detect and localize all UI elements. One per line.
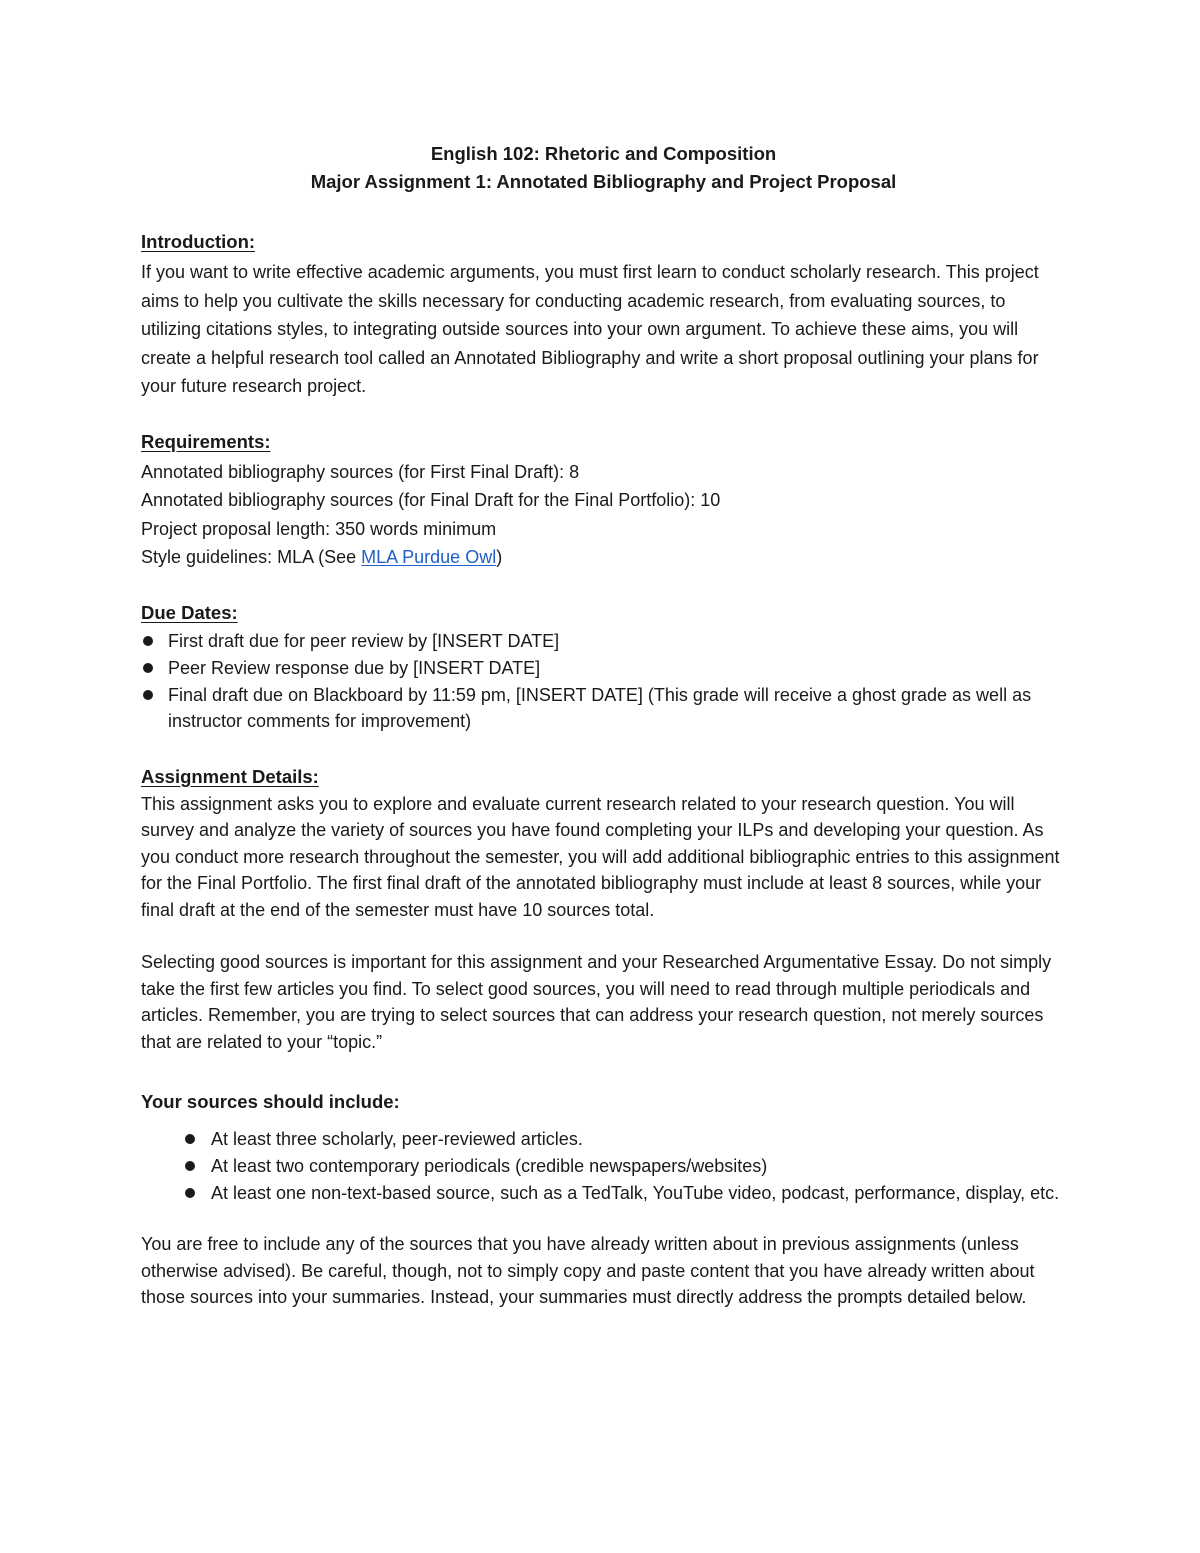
- document-title: [141, 140, 1066, 196]
- assignment-details-paragraph: This assignment asks you to explore and evaluate current research related to your research question. You will survey and analyze the variety of sources you have found completing your ILPs and developing your question. As you conduct more research throughout the semester, you will add additional bibliographic entries to this assignment for the Final Portfolio. The first final draft of the annotated bibliography must include at least 8 sources, while your final draft at the end of the semester must have 10 sources total.: [141, 793, 1060, 920]
- assignment-details-section: [141, 763, 1066, 1056]
- bullet-icon: [185, 1188, 195, 1198]
- due-dates-section: [141, 599, 1066, 734]
- list-item: At least two contemporary periodicals (credible newspapers/websites): [141, 1153, 1066, 1179]
- list-item: First draft due for peer review by [INSERT DATE]: [141, 628, 1066, 654]
- document-page: [141, 140, 1066, 1311]
- requirement-line: Project proposal length: 350 words minimum: [141, 518, 497, 539]
- due-dates-heading: Due Dates:: [141, 601, 238, 623]
- style-guidelines-prefix: Style guidelines: MLA (See: [141, 547, 362, 567]
- due-dates-list: [141, 628, 1066, 734]
- introduction-text: If you want to write effective academic arguments, you must first learn to conduct scholarly research. This project aims to help you cultivate the skills necessary for conducting academic research, from evaluating sources, to utilizing citations styles, to integrating outside sources into your own argument. To achieve these aims, you will create a helpful research tool called an Annotated Bibliography and write a short proposal outlining your plans for your future research project.: [141, 262, 1039, 396]
- introduction-heading: Introduction:: [141, 231, 256, 252]
- style-guidelines-suffix: ): [496, 547, 503, 567]
- requirements-section: [141, 428, 1066, 572]
- style-guidelines-line: [141, 543, 1066, 572]
- requirements-heading: Requirements:: [141, 430, 271, 452]
- list-item: Peer Review response due by [INSERT DATE]: [141, 655, 1066, 681]
- bullet-icon: [143, 636, 153, 646]
- bullet-icon: [185, 1134, 195, 1144]
- sources-list: [141, 1126, 1066, 1206]
- assignment-details-paragraph: Selecting good sources is important for this assignment and your Researched Argumentative Essay. Do not simply take the first few articles you find. To select good sources, you will need to read through multiple periodicals and articles. Remember, you are trying to select sources that can address your research question, not merely sources that are related to your “topic.”: [141, 952, 1052, 1052]
- sources-closing-paragraph: You are free to include any of the sources that you have already written about in previous assignments (unless otherwise advised). Be careful, though, not to simply copy and paste content that you have already written about those sources into your summaries. Instead, your summaries must directly address the prompts detailed below.: [141, 1234, 1035, 1307]
- introduction-section: [141, 228, 1066, 401]
- assignment-title: Major Assignment 1: Annotated Bibliography and Project Proposal: [310, 171, 897, 192]
- requirement-line: Annotated bibliography sources (for First Final Draft): 8: [141, 461, 580, 482]
- bullet-icon: [143, 690, 153, 700]
- list-item: Final draft due on Blackboard by 11:59 pm, [INSERT DATE] (This grade will receive a ghost grade as well as instructor comments for improvement): [141, 682, 1066, 734]
- course-title: English 102: Rhetoric and Composition: [430, 143, 777, 164]
- assignment-details-heading: Assignment Details:: [141, 765, 319, 787]
- requirement-line: Annotated bibliography sources (for Final Draft for the Final Portfolio): 10: [141, 490, 721, 510]
- sources-section: [141, 1088, 1066, 1311]
- list-item: At least one non-text-based source, such as a TedTalk, YouTube video, podcast, performance, display, etc.: [141, 1180, 1066, 1206]
- bullet-icon: [185, 1161, 195, 1171]
- sources-heading: Your sources should include:: [141, 1091, 400, 1112]
- bullet-icon: [143, 663, 153, 673]
- mla-purdue-owl-link[interactable]: MLA Purdue Owl: [361, 547, 497, 567]
- list-item: At least three scholarly, peer-reviewed articles.: [141, 1126, 1066, 1152]
